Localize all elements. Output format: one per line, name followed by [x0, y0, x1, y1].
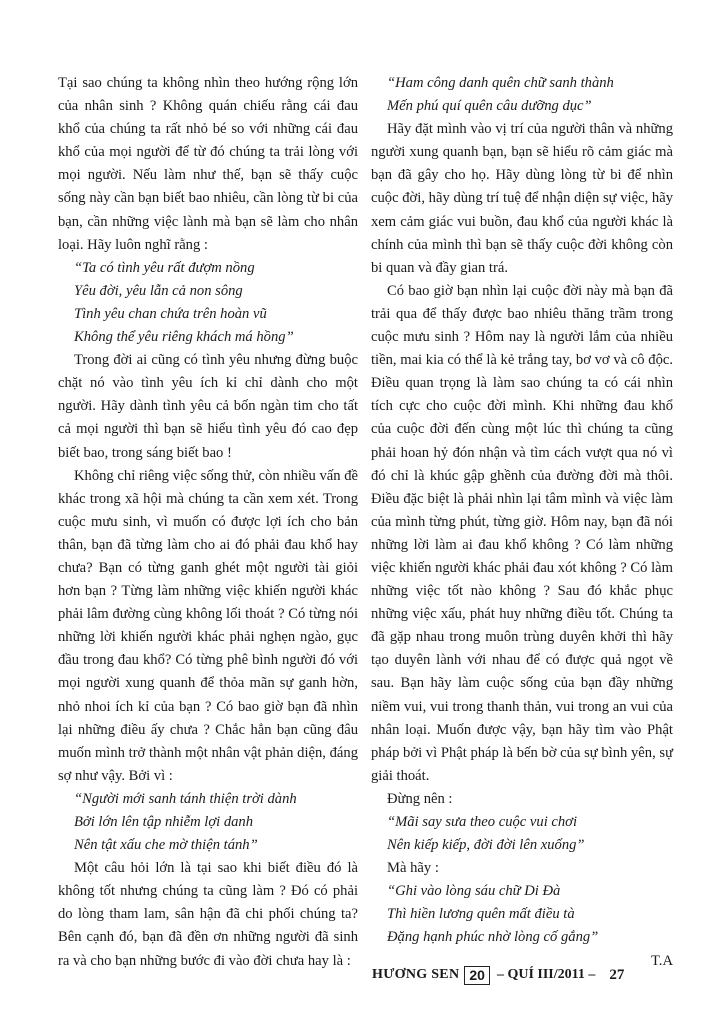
paragraph: Hãy đặt mình vào vị trí của người thân và những người xung quanh bạn, bạn sẽ hiểu rõ cảm giác mà bạn đã gây cho họ. Hãy dùng lòng từ bi để nhìn cuộc đời, hãy dùng trí tuệ để nhận diện sự việc, hãy xem cảm giác vui buồn, đau khổ của người khác là chính của mình thì bạn sẽ thấy cuộc đời không còn bi quan và đầy gian trá.	[371, 121, 673, 276]
magazine-name: HƯƠNG SEN	[372, 967, 460, 982]
verse-line: Mến phú quí quên câu dưỡng dục”	[387, 98, 592, 115]
author-signature: T.A	[650, 952, 673, 969]
issue-number-box: 20	[464, 966, 490, 985]
left-column	[58, 72, 358, 973]
verse-line: Thì hiền lương quên mất điều tà	[387, 906, 575, 923]
right-column	[371, 72, 673, 973]
verse-line: Tình yêu chan chứa trên hoàn vũ	[74, 305, 267, 322]
verse-line: Không thể yêu riêng khách má hồng”	[74, 329, 294, 346]
verse-line: Bởi lớn lên tập nhiễm lợi danh	[74, 814, 254, 830]
verse-line: Đặng hạnh phúc nhờ lòng cố gắng”	[387, 929, 599, 946]
verse-line: “Ta có tình yêu rất đượm nồng	[74, 259, 255, 276]
verse-line: Nên kiếp kiếp, đời đời lên xuống”	[387, 837, 585, 854]
issue-quarter: – QUÍ III/2011 –	[496, 967, 596, 982]
lead-in-line: Đừng nên :	[387, 790, 453, 807]
verse-line: Yêu đời, yêu lẫn cả non sông	[74, 282, 243, 299]
page-number: 27	[609, 966, 625, 983]
paragraph: Trong đời ai cũng có tình yêu nhưng đừng buộc chặt nó vào tình yêu ích kỉ chỉ dành cho một người. Hãy dành tình yêu cả bốn ngàn tim cho tất cả mọi người thì bạn sẽ hiểu tình yêu đó cao đẹp biết bao, trong sáng biết bao !	[58, 352, 358, 461]
paragraph: Tại sao chúng ta không nhìn theo hướng rộng lớn của nhân sinh ? Không quán chiếu rằng cái đau khổ của chúng ta rất nhỏ bé so với những cái đau khổ của mọi người để từ đó chúng ta trải lòng với mọi người. Nếu làm như thế, bạn sẽ thấy cuộc sống này cần bạn biết bao nhiêu, cần lòng từ bi của bạn, cần những việc lành mà bạn sẽ làm cho nhân loại. Hãy luôn nghĩ rằng :	[58, 75, 358, 253]
verse-line: “Ghi vào lòng sáu chữ Di Đà	[387, 883, 561, 900]
verse-line: “Ham công danh quên chữ sanh thành	[387, 75, 614, 91]
verse-line: “Mãi say sưa theo cuộc vui chơi	[387, 814, 578, 830]
page-footer	[372, 960, 672, 990]
paragraph: Không chỉ riêng việc sống thử, còn nhiều vấn đề khác trong xã hội mà chúng ta cần xem xét. Trong cuộc mưu sinh, vì muốn có được lợi ích cho bản thân, bạn đã từng làm cho ai đó phải đau khổ hay chưa? Bạn có từng ganh ghét một người tài giỏi hơn bạn ? Từng làm những việc khiến người khác phải lâm đường cùng không lối thoát ? Có từng nói những lời khiến người khác phải nghẹn ngào, gục đầu trong đau khổ? Có từng phê bình người đó với mọi người xung quanh để thỏa mãn sự ganh hờn, nhỏ nhoi ích kỉ của bạn ? Có bao giờ bạn đã nhìn lại những điều ấy chưa ? Chắc hẳn bạn cũng đâu muốn mình trở thành một nhân vật phản diện, đáng sợ như vậy. Bởi vì :	[58, 467, 358, 784]
paragraph: Có bao giờ bạn nhìn lại cuộc đời này mà bạn đã trải qua để thấy được bao nhiêu thăng trầm trong cuộc mưu sinh ? Hôm nay là người lắm của nhiều tiền, mai kia có thể là kẻ trắng tay, bơ vơ và cô độc. Điều quan trọng là làm sao chúng ta có cái nhìn tích cực cho cuộc đời mình. Khi những đau khổ của cuộc đời đến cùng một lúc thì chúng ta cũng phải hoan hỷ đón nhận và tìm cách vượt qua nó vì đó chỉ là khúc gập ghềnh của đường đời mà thôi. Điều đặc biệt là phải nhìn lại tâm mình và việc làm của mình từng phút, từng giờ. Hôm nay, bạn đã nói những lời làm ai đau khổ không ? Có làm những việc khiến người khác phải đau xót không ? Có làm những việc tốt nào không ? Sau đó khắc phục những việc xấu, phát huy những điều tốt. Chúng ta đã gặp nhau trong muôn trùng duyên khởi thì hãy tạo duyên lành với nhau để có được quả ngọt về sau. Bạn hãy làm cuộc sống của bạn đầy những niềm vui, vui trong thanh thản, vui trong an vui của nhân loại. Muốn được vậy, bạn hãy tìm vào Phật pháp bởi vì Phật pháp là bến bờ của sự bình yên, sự giải thoát.	[371, 282, 673, 784]
lead-in-line: Mà hãy :	[387, 860, 439, 877]
verse-line: Nên tật xấu che mờ thiện tánh”	[74, 837, 258, 854]
paragraph: Một câu hỏi lớn là tại sao khi biết điều đó là không tốt nhưng chúng ta cũng làm ? Đó có phải do lòng tham lam, sân hận đã chi phối chúng ta? Bên cạnh đó, bạn đã đền ơn những người đã sinh ra và cho bạn những bước đi vào đời chưa hay là :	[58, 860, 358, 969]
verse-line: “Người mới sanh tánh thiện trời dành	[74, 790, 297, 807]
